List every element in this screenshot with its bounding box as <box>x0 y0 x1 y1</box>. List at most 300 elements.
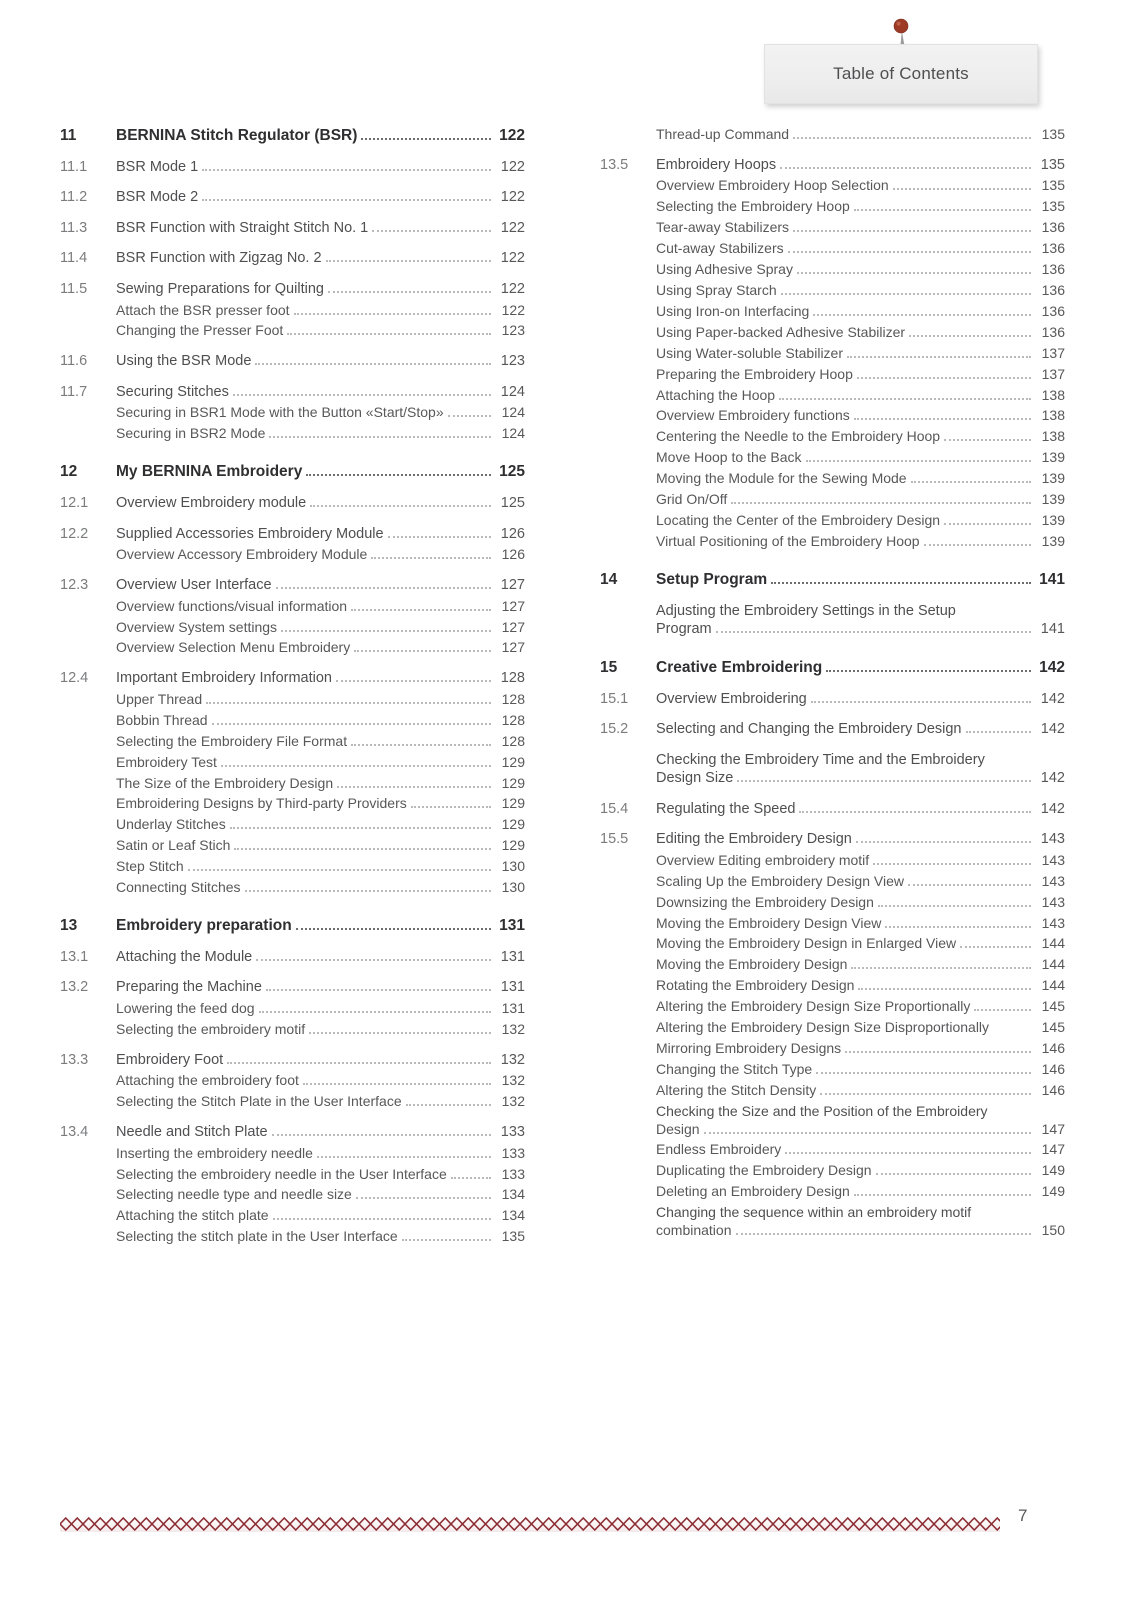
toc-spacer <box>60 176 525 188</box>
toc-leader-dots <box>371 557 491 559</box>
toc-entry[interactable] <box>60 691 525 709</box>
toc-leader-dots <box>856 841 1031 843</box>
toc-entry[interactable] <box>60 816 525 834</box>
toc-entry[interactable] <box>60 546 525 564</box>
toc-entry-title: combination <box>656 1222 732 1239</box>
toc-entry[interactable] <box>600 658 1065 678</box>
toc-entry[interactable] <box>60 1166 525 1184</box>
toc-entry-title: Overview Selection Menu Embroidery <box>116 639 351 656</box>
toc-entry[interactable] <box>600 1183 1065 1201</box>
toc-spacer <box>600 678 1065 690</box>
toc-entry[interactable] <box>600 219 1065 237</box>
toc-entry[interactable] <box>600 1204 1065 1240</box>
toc-entry[interactable] <box>60 249 525 268</box>
toc-entry-page: 144 <box>1041 956 1065 973</box>
toc-leader-dots <box>188 869 491 871</box>
toc-spacer <box>600 551 1065 570</box>
toc-entry-page: 149 <box>1041 1162 1065 1179</box>
toc-entry-title: Locating the Center of the Embroidery Design <box>656 511 941 528</box>
toc-entry[interactable] <box>60 619 525 637</box>
toc-entry-number: 11 <box>60 127 77 144</box>
toc-entry-page: 132 <box>501 1020 525 1037</box>
toc-leader-dots <box>269 436 491 438</box>
toc-entry[interactable] <box>60 879 525 897</box>
toc-leader-dots <box>351 609 491 611</box>
toc-entry-title: Inserting the embroidery needle <box>116 1144 313 1161</box>
toc-leader-dots <box>233 394 491 396</box>
toc-leader-dots <box>266 989 491 991</box>
toc-leader-dots <box>826 670 1031 672</box>
toc-entry[interactable] <box>60 525 525 544</box>
toc-entry[interactable] <box>60 352 525 371</box>
toc-leader-dots <box>944 523 1031 525</box>
toc-entry-page: 141 <box>1040 621 1065 638</box>
toc-entry[interactable] <box>60 712 525 730</box>
toc-entry-title: Design <box>656 1120 700 1137</box>
toc-entry-number: 14 <box>600 570 618 588</box>
toc-entry[interactable] <box>60 1000 525 1018</box>
toc-entry-title: Moving the Module for the Sewing Mode <box>656 470 907 487</box>
toc-leader-dots <box>356 1197 491 1199</box>
toc-entry[interactable] <box>60 1021 525 1039</box>
toc-entry[interactable] <box>600 282 1065 300</box>
toc-entry-title: Using Adhesive Spray <box>656 261 793 278</box>
toc-leader-dots <box>813 314 1031 316</box>
toc-entry[interactable] <box>60 576 525 595</box>
toc-entry[interactable] <box>600 998 1065 1016</box>
toc-entry[interactable] <box>60 837 525 855</box>
toc-entry-title: Cut-away Stabilizers <box>656 240 784 257</box>
toc-entry[interactable] <box>600 1103 1065 1139</box>
toc-entry[interactable] <box>60 795 525 813</box>
toc-entry-page: 136 <box>1041 261 1065 278</box>
toc-entry-page: 122 <box>501 301 525 318</box>
toc-leader-dots <box>780 167 1031 169</box>
toc-leader-dots <box>974 1009 1031 1011</box>
toc-entry[interactable] <box>600 303 1065 321</box>
toc-entry[interactable] <box>600 956 1065 974</box>
toc-entry-page: 142 <box>1040 770 1065 787</box>
toc-entry-number: 11.4 <box>60 250 88 267</box>
toc-entry-page: 130 <box>501 879 525 896</box>
toc-leader-dots <box>854 1194 1031 1196</box>
toc-entry[interactable] <box>600 449 1065 467</box>
toc-entry-title-line1: Checking the Embroidery Time and the Embroidery <box>656 751 985 768</box>
toc-entry[interactable] <box>60 1186 525 1204</box>
toc-entry-title: Selecting and Changing the Embroidery Design <box>656 721 962 738</box>
toc-entry-title: Preparing the Embroidery Hoop <box>656 365 853 382</box>
toc-leader-dots <box>876 1173 1031 1175</box>
toc-entry-page: 143 <box>1041 872 1065 889</box>
toc-entry-title: Mirroring Embroidery Designs <box>656 1039 842 1056</box>
toc-entry-page: 133 <box>500 1124 525 1141</box>
toc-entry-page: 144 <box>1041 977 1065 994</box>
toc-entry-number: 13.5 <box>600 156 629 173</box>
toc-entry-title: Important Embroidery Information <box>116 670 332 687</box>
toc-entry[interactable] <box>60 639 525 657</box>
toc-entry-page: 129 <box>501 816 525 833</box>
toc-entry-page: 127 <box>501 597 525 614</box>
toc-entry[interactable] <box>600 1141 1065 1159</box>
toc-entry-page: 143 <box>1041 914 1065 931</box>
toc-entry-page: 146 <box>1041 1039 1065 1056</box>
toc-entry-page: 131 <box>499 916 525 934</box>
toc-entry[interactable] <box>600 935 1065 953</box>
toc-leader-dots <box>221 765 491 767</box>
toc-entry-page: 139 <box>1041 470 1065 487</box>
toc-entry-number: 11.1 <box>60 158 88 175</box>
toc-leader-dots <box>296 928 491 930</box>
toc-leader-dots <box>799 811 1031 813</box>
toc-entry-page: 126 <box>500 525 525 542</box>
toc-entry-title: Changing the Presser Foot <box>116 322 284 339</box>
toc-leader-dots <box>878 905 1031 907</box>
toc-column-right <box>600 126 1065 1240</box>
toc-entry-page: 134 <box>501 1207 525 1224</box>
toc-entry-title: Using Water-soluble Stabilizer <box>656 344 843 361</box>
toc-entry[interactable] <box>60 1228 525 1246</box>
toc-entry[interactable] <box>60 126 525 146</box>
toc-entry-number: 13.3 <box>60 1051 89 1068</box>
toc-entry[interactable] <box>60 775 525 793</box>
toc-entry-title: Overview Embroidery functions <box>656 407 850 424</box>
toc-entry-title: Tear-away Stabilizers <box>656 219 790 236</box>
toc-entry[interactable] <box>600 345 1065 363</box>
toc-entry[interactable] <box>600 800 1065 819</box>
toc-entry[interactable] <box>60 280 525 299</box>
toc-entry-page: 136 <box>1041 323 1065 340</box>
toc-entry[interactable] <box>600 1082 1065 1100</box>
toc-entry[interactable] <box>600 751 1065 788</box>
toc-leader-dots <box>259 1011 491 1013</box>
toc-entry-page: 130 <box>501 858 525 875</box>
toc-entry-page: 135 <box>1041 126 1065 142</box>
toc-entry[interactable] <box>60 733 525 751</box>
toc-leader-dots <box>451 1177 491 1179</box>
toc-leader-dots <box>851 967 1031 969</box>
toc-entry-page: 136 <box>1041 281 1065 298</box>
toc-entry[interactable] <box>60 858 525 876</box>
page-number: 7 <box>1018 1506 1028 1525</box>
toc-entry-title: Endless Embroidery <box>656 1141 782 1158</box>
toc-entry-title: Preparing the Machine <box>116 979 262 996</box>
toc-leader-dots <box>811 701 1031 703</box>
toc-entry-page: 131 <box>501 999 525 1016</box>
toc-leader-dots <box>448 415 491 417</box>
toc-entry-page: 136 <box>1041 240 1065 257</box>
toc-entry-title: Using Paper-backed Adhesive Stabilizer <box>656 323 906 340</box>
toc-entry-page: 128 <box>501 690 525 707</box>
toc-entry[interactable] <box>600 1061 1065 1079</box>
toc-entry[interactable] <box>60 1093 525 1111</box>
toc-entry-title: Supplied Accessories Embroidery Module <box>116 525 384 542</box>
toc-entry[interactable] <box>600 570 1065 590</box>
toc-leader-dots <box>411 806 491 808</box>
toc-leader-dots <box>351 744 491 746</box>
toc-entry-title: Downsizing the Embroidery Design <box>656 893 874 910</box>
toc-entry-page: 135 <box>1041 177 1065 194</box>
toc-entry-title: Bobbin Thread <box>116 711 208 728</box>
toc-leader-dots <box>779 398 1031 400</box>
toc-entry[interactable] <box>60 948 525 967</box>
toc-entry[interactable] <box>60 1123 525 1142</box>
toc-spacer <box>60 207 525 219</box>
toc-entry-number: 12 <box>60 463 78 481</box>
toc-leader-dots <box>310 505 491 507</box>
toc-entry[interactable] <box>600 915 1065 933</box>
toc-spacer <box>600 639 1065 658</box>
toc-entry-title: Securing in BSR1 Mode with the Button «Start/Stop» <box>116 404 444 421</box>
toc-entry-title: My BERNINA Embroidery <box>116 463 303 481</box>
toc-leader-dots <box>287 333 491 335</box>
toc-entry[interactable] <box>600 690 1065 709</box>
toc-entry-page: 128 <box>501 711 525 728</box>
toc-leader-dots <box>788 251 1031 253</box>
toc-entry-title: Securing Stitches <box>116 383 229 400</box>
toc-leader-dots <box>326 260 491 262</box>
toc-entry[interactable] <box>60 383 525 402</box>
toc-leader-dots <box>873 863 1031 865</box>
toc-leader-dots <box>303 1083 491 1085</box>
toc-leader-dots <box>354 650 491 652</box>
toc-leader-dots <box>820 1093 1031 1095</box>
toc-entry-title: Embroidery preparation <box>116 916 292 934</box>
toc-entry-page: 126 <box>501 546 525 563</box>
toc-entry-page: 147 <box>1041 1141 1065 1158</box>
toc-leader-dots <box>202 199 491 201</box>
toc-leader-dots <box>893 188 1031 190</box>
toc-entry-title: Attaching the stitch plate <box>116 1207 269 1224</box>
toc-spacer <box>600 739 1065 751</box>
toc-entry-page: 135 <box>1041 198 1065 215</box>
toc-leader-dots <box>854 418 1031 420</box>
toc-entry-title: Upper Thread <box>116 690 203 707</box>
toc-leader-dots <box>793 137 1031 139</box>
toc-entry[interactable] <box>60 188 525 207</box>
toc-entry-title: Overview Editing embroidery motif <box>656 851 870 868</box>
toc-entry-page: 137 <box>1041 365 1065 382</box>
toc-entry[interactable] <box>600 852 1065 870</box>
toc-entry-page: 147 <box>1041 1120 1065 1137</box>
toc-leader-dots <box>771 582 1031 584</box>
toc-entry-page: 132 <box>501 1072 525 1089</box>
toc-entry[interactable] <box>600 1040 1065 1058</box>
toc-entry-page: 122 <box>500 219 525 236</box>
toc-entry-number: 13.2 <box>60 979 89 996</box>
toc-entry-title: Using Iron-on Interfacing <box>656 302 810 319</box>
toc-entry-page: 122 <box>500 281 525 298</box>
toc-leader-dots <box>276 587 491 589</box>
toc-spacer <box>600 144 1065 156</box>
toc-entry-title: BSR Function with Straight Stitch No. 1 <box>116 219 369 236</box>
toc-column-left <box>60 126 525 1246</box>
toc-entry[interactable] <box>600 720 1065 739</box>
toc-entry-title: Overview Embroidering <box>656 690 807 707</box>
toc-entry[interactable] <box>60 1072 525 1090</box>
toc-leader-dots <box>402 1239 491 1241</box>
toc-leader-dots <box>281 630 491 632</box>
toc-entry-page: 143 <box>1041 851 1065 868</box>
toc-entry-page: 135 <box>501 1228 525 1245</box>
toc-entry-title: Design Size <box>656 770 734 787</box>
toc-entry[interactable] <box>600 366 1065 384</box>
toc-entry-page: 145 <box>1041 1019 1065 1036</box>
toc-entry-title: Selecting the embroidery motif <box>116 1020 306 1037</box>
toc-entry-page: 139 <box>1041 532 1065 549</box>
toc-entry[interactable] <box>60 219 525 238</box>
toc-entry[interactable] <box>60 754 525 772</box>
toc-entry-number: 12.1 <box>60 495 89 512</box>
toc-entry-title: Selecting the stitch plate in the User Interface <box>116 1228 398 1245</box>
toc-entry[interactable] <box>600 156 1065 175</box>
toc-entry-title: Setup Program <box>656 570 768 588</box>
toc-entry[interactable] <box>60 158 525 177</box>
toc-spacer <box>60 897 525 916</box>
toc-entry-page: 129 <box>501 795 525 812</box>
toc-entry[interactable] <box>600 428 1065 446</box>
toc-entry[interactable] <box>60 322 525 340</box>
toc-leader-dots <box>806 460 1031 462</box>
toc-leader-dots <box>309 1032 491 1034</box>
toc-entry-title-line1: Checking the Size and the Position of the Embroidery <box>656 1102 988 1119</box>
toc-entry-number: 15.1 <box>600 690 629 707</box>
toc-entry[interactable] <box>60 1145 525 1163</box>
toc-entry[interactable] <box>600 491 1065 509</box>
toc-entry-title: Rotating the Embroidery Design <box>656 977 855 994</box>
toc-entry-page: 122 <box>499 127 525 144</box>
toc-entry[interactable] <box>600 407 1065 425</box>
toc-leader-dots <box>234 848 491 850</box>
toc-entry-title: Moving the Embroidery Design View <box>656 914 882 931</box>
toc-leader-dots <box>737 780 1031 782</box>
toc-spacer <box>600 708 1065 720</box>
toc-entry-page: 139 <box>1041 491 1065 508</box>
toc-entry[interactable] <box>600 177 1065 195</box>
toc-entry[interactable] <box>600 387 1065 405</box>
toc-spacer <box>600 788 1065 800</box>
toc-entry-title: Altering the Embroidery Design Size Disproportionally <box>656 1019 990 1036</box>
toc-leader-dots <box>372 230 491 232</box>
toc-entry-number: 11.6 <box>60 353 88 370</box>
toc-entry[interactable] <box>600 830 1065 849</box>
toc-entry-page: 145 <box>1041 998 1065 1015</box>
toc-entry[interactable] <box>60 1207 525 1225</box>
toc-entry[interactable] <box>600 512 1065 530</box>
toc-entry[interactable] <box>60 1051 525 1070</box>
toc-entry[interactable] <box>600 198 1065 216</box>
toc-entry-page: 128 <box>501 732 525 749</box>
toc-spacer <box>60 482 525 494</box>
toc-entry-page: 125 <box>500 495 525 512</box>
toc-entry-page: 134 <box>501 1186 525 1203</box>
toc-entry[interactable] <box>600 126 1065 144</box>
toc-entry-number: 11.5 <box>60 281 88 298</box>
toc-leader-dots <box>793 230 1031 232</box>
toc-entry[interactable] <box>600 977 1065 995</box>
toc-spacer <box>60 1039 525 1051</box>
toc-entry-number: 13.4 <box>60 1124 89 1141</box>
toc-entry[interactable] <box>60 425 525 443</box>
toc-entry-title: Thread-up Command <box>656 126 790 142</box>
toc-entry[interactable] <box>600 470 1065 488</box>
toc-entry[interactable] <box>600 894 1065 912</box>
toc-entry[interactable] <box>600 873 1065 891</box>
toc-entry-title: Grid On/Off <box>656 491 728 508</box>
decorative-stitch-border <box>60 1516 1000 1532</box>
toc-entry-title: Needle and Stitch Plate <box>116 1124 268 1141</box>
toc-entry-page: 127 <box>500 577 525 594</box>
toc-leader-dots <box>736 1233 1032 1235</box>
toc-leader-dots <box>854 209 1031 211</box>
toc-entry-page: 139 <box>1041 511 1065 528</box>
toc-leader-dots <box>908 884 1031 886</box>
toc-spacer <box>60 340 525 352</box>
toc-entry-page: 132 <box>500 1051 525 1068</box>
toc-entry-number: 11.2 <box>60 189 88 206</box>
toc-leader-dots <box>388 536 491 538</box>
toc-entry-page: 146 <box>1041 1060 1065 1077</box>
toc-entry-page: 127 <box>501 618 525 635</box>
toc-entry-page: 123 <box>501 322 525 339</box>
toc-leader-dots <box>816 1072 1031 1074</box>
toc-entry-page: 127 <box>501 639 525 656</box>
toc-entry[interactable] <box>60 494 525 513</box>
toc-entry[interactable] <box>60 916 525 936</box>
toc-entry-number: 15.2 <box>600 721 629 738</box>
toc-entry[interactable] <box>60 598 525 616</box>
toc-entry-number: 12.3 <box>60 577 89 594</box>
toc-entry-title: Editing the Embroidery Design <box>656 831 852 848</box>
toc-entry[interactable] <box>600 533 1065 551</box>
toc-entry-page: 129 <box>501 837 525 854</box>
toc-entry-title: Step Stitch <box>116 858 184 875</box>
toc-entry-page: 142 <box>1040 800 1065 817</box>
toc-entry-title: Moving the Embroidery Design in Enlarged View <box>656 935 957 952</box>
toc-entry-page: 124 <box>501 425 525 442</box>
toc-entry[interactable] <box>60 302 525 320</box>
toc-entry[interactable] <box>600 1019 1065 1037</box>
toc-leader-dots <box>361 138 491 140</box>
toc-entry-title: Overview Accessory Embroidery Module <box>116 546 368 563</box>
toc-leader-dots <box>858 988 1031 990</box>
toc-entry-page: 150 <box>1041 1222 1065 1239</box>
toc-entry-title: Selecting the Stitch Plate in the User Interface <box>116 1093 402 1110</box>
toc-entry-title: Embroidery Hoops <box>656 156 777 173</box>
toc-entry-number: 11.7 <box>60 383 88 400</box>
toc-entry-title-line1: Adjusting the Embroidery Settings in the Setup <box>656 602 956 619</box>
toc-entry-title: Securing in BSR2 Mode <box>116 425 266 442</box>
toc-entry[interactable] <box>600 602 1065 639</box>
toc-leader-dots <box>206 702 491 704</box>
toc-entry[interactable] <box>600 1162 1065 1180</box>
toc-entry[interactable] <box>600 240 1065 258</box>
toc-entry[interactable] <box>600 261 1065 279</box>
toc-entry-page: 131 <box>500 948 525 965</box>
toc-entry-title: Selecting the Embroidery Hoop <box>656 198 850 215</box>
toc-leader-dots <box>317 1156 491 1158</box>
toc-entry-page: 132 <box>501 1093 525 1110</box>
toc-spacer <box>60 371 525 383</box>
toc-entry-title: Centering the Needle to the Embroidery Hoop <box>656 428 941 445</box>
toc-entry-title: Overview Embroidery Hoop Selection <box>656 177 889 194</box>
toc-entry[interactable] <box>60 978 525 997</box>
toc-leader-dots <box>337 786 491 788</box>
toc-entry-title: Sewing Preparations for Quilting <box>116 281 324 298</box>
toc-entry[interactable] <box>60 462 525 482</box>
toc-entry[interactable] <box>60 404 525 422</box>
toc-entry[interactable] <box>600 324 1065 342</box>
toc-entry[interactable] <box>60 669 525 688</box>
